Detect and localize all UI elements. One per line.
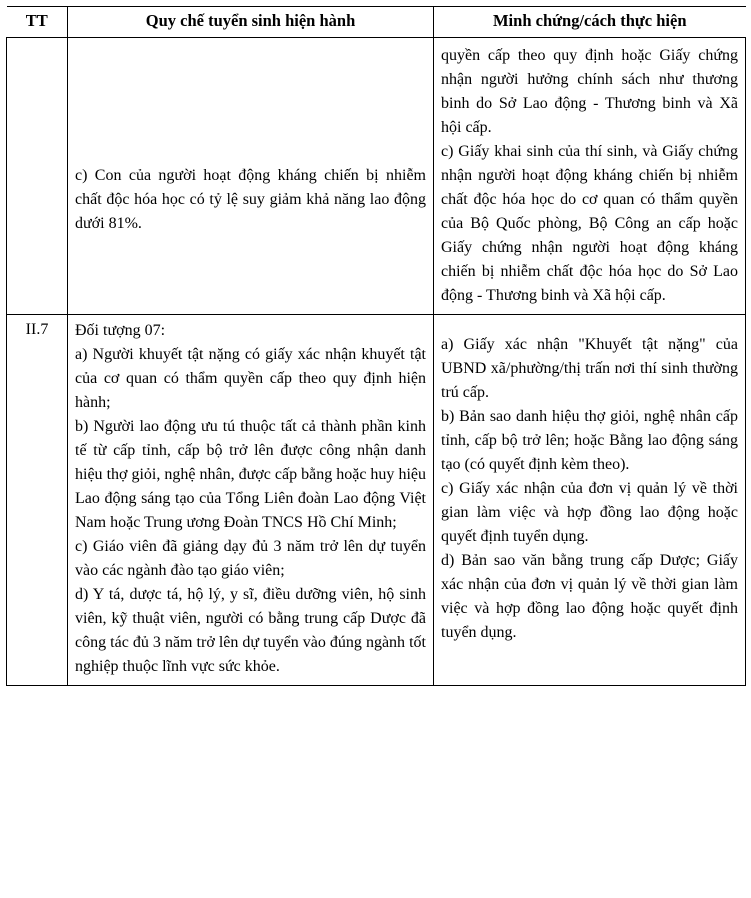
evidence-paragraph: quyền cấp theo quy định hoặc Giấy chứng nhận người hưởng chính sách như thương binh do Sở Lao động - Thương binh và Xã hội cấp. [441, 47, 738, 136]
table-body [7, 38, 746, 686]
row-rule-cell [68, 38, 434, 315]
row-tt-label: II.7 [25, 321, 49, 338]
rule-paragraph: a) Người khuyết tật nặng có giấy xác nhận khuyết tật của cơ quan có thẩm quyền cấp theo quy định hiện hành; [75, 346, 426, 411]
evidence-paragraph: c) Giấy khai sinh của thí sinh, và Giấy chứng nhận người hoạt động kháng chiến bị nhiễm chất độc hóa học do cơ quan có thẩm quyền của Bộ Quốc phòng, Bộ Công an cấp hoặc Giấy chứng nhận người hoạt động kháng chiến bị nhiễm chất độc hóa học do Sở Lao động - Thương binh và Xã hội cấp. [441, 143, 738, 304]
rule-paragraph: Đối tượng 07: [75, 322, 166, 339]
evidence-paragraph: a) Giấy xác nhận "Khuyết tật nặng" của UBND xã/phường/thị trấn nơi thí sinh thường trú cấp. [441, 336, 738, 401]
table-row [7, 38, 746, 315]
table-header [7, 7, 746, 38]
table-header-row [7, 7, 746, 38]
rule-paragraph: c) Con của người hoạt động kháng chiến bị nhiễm chất độc hóa học có tỷ lệ suy giảm khả năng lao động dưới 81%. [75, 167, 426, 232]
rule-paragraph: d) Y tá, dược tá, hộ lý, y sĩ, điều dưỡng viên, hộ sinh viên, kỹ thuật viên, người có bằng trung cấp Dược đã công tác đủ 3 năm trở lên dự tuyển vào đúng ngành tốt nghiệp thuộc lĩnh vực sức khỏe. [75, 586, 426, 675]
row-tt-cell [7, 38, 68, 315]
rule-paragraph: c) Giáo viên đã giảng dạy đủ 3 năm trở lên dự tuyển vào các ngành đào tạo giáo viên; [75, 538, 426, 579]
row-tt-cell [7, 315, 68, 686]
rule-text-block [75, 42, 426, 236]
column-header-rule: Quy chế tuyển sinh hiện hành [68, 7, 434, 38]
evidence-text-block [441, 42, 738, 308]
table-row [7, 315, 746, 686]
row-evidence-cell [434, 315, 746, 686]
row-rule-cell [68, 315, 434, 686]
column-header-tt: TT [7, 7, 68, 38]
column-header-evidence: Minh chứng/cách thực hiện [434, 7, 746, 38]
admission-criteria-table [6, 6, 746, 686]
evidence-text-block [441, 319, 738, 645]
evidence-paragraph: b) Bản sao danh hiệu thợ giỏi, nghệ nhân cấp tỉnh, cấp bộ trở lên; hoặc Bằng lao động sáng tạo (có quyết định kèm theo). [441, 408, 738, 473]
evidence-paragraph: c) Giấy xác nhận của đơn vị quản lý về thời gian làm việc và hợp đồng lao động hoặc quyết định tuyển dụng. [441, 480, 738, 545]
rule-paragraph: b) Người lao động ưu tú thuộc tất cả thành phần kinh tế từ cấp tỉnh, cấp bộ trở lên được công nhận danh hiệu thợ giỏi, nghệ nhân, được cấp bằng hoặc huy hiệu Lao động sáng tạo của Tổng Liên đoàn Lao động Việt Nam hoặc Trung ương Đoàn TNCS Hồ Chí Minh; [75, 418, 426, 531]
evidence-paragraph: d) Bản sao văn bằng trung cấp Dược; Giấy xác nhận của đơn vị quản lý về thời gian làm việc và hợp đồng lao động hoặc quyết định tuyển dụng. [441, 552, 738, 641]
row-evidence-cell [434, 38, 746, 315]
